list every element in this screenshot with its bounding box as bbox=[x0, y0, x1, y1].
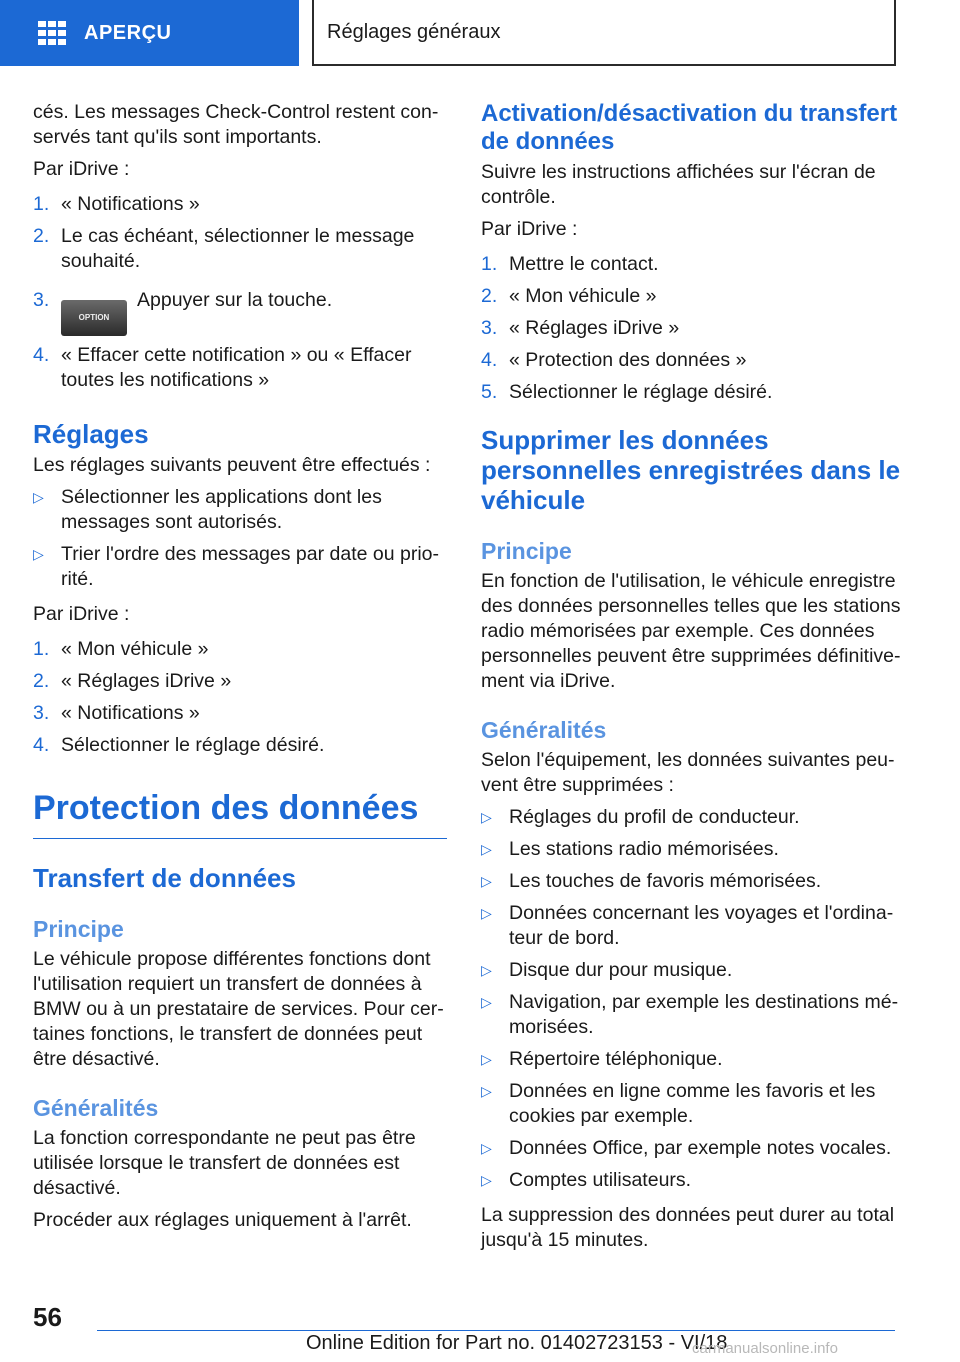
list-item bbox=[33, 485, 447, 535]
page-number: 56 bbox=[33, 1302, 62, 1332]
list-item-text: « Effacer cette notification » ou « Effacer toutes les notifications » bbox=[61, 344, 412, 391]
list-item bbox=[33, 343, 447, 393]
list-number: 1. bbox=[481, 253, 498, 275]
watermark: carmanualsonline.info bbox=[692, 1340, 838, 1357]
list-item bbox=[33, 637, 447, 662]
list-item-text: Disque dur pour musique. bbox=[509, 959, 733, 981]
paragraph: Le véhicule propose différentes fonctions dont l'utilisation requiert un transfert de données à BMW ou à un prestataire de services. Pour certaines fonctions, le transfert de données peut être désactivé. bbox=[33, 948, 444, 1070]
paragraph: cés. Les messages Check-Control restent conservés tant qu'ils sont importants. bbox=[33, 101, 439, 148]
list-item bbox=[481, 284, 901, 309]
list-item bbox=[33, 224, 447, 274]
list-item bbox=[33, 542, 447, 592]
left-column bbox=[33, 100, 447, 1240]
list-item-text: « Mon véhicule » bbox=[61, 638, 209, 660]
paragraph: Par iDrive : bbox=[33, 158, 130, 180]
list-item-text: Comptes utilisateurs. bbox=[509, 1169, 692, 1191]
list-item bbox=[481, 837, 901, 862]
list-item-text: « Réglages iDrive » bbox=[509, 317, 680, 339]
list-item-text: Le cas échéant, sélectionner le message souhaité. bbox=[61, 225, 415, 272]
triangle-bullet-icon: ▷ bbox=[481, 962, 492, 978]
list-item-text: « Notifications » bbox=[61, 702, 200, 724]
list-item-text: Données concernant les voyages et l'ordinateur de bord. bbox=[509, 902, 894, 949]
triangle-bullet-icon: ▷ bbox=[33, 489, 44, 505]
numbered-list bbox=[33, 192, 447, 393]
triangle-bullet-icon: ▷ bbox=[481, 1172, 492, 1188]
list-item-text: Répertoire téléphonique. bbox=[509, 1048, 723, 1070]
triangle-bullet-icon: ▷ bbox=[481, 873, 492, 889]
triangle-bullet-icon: ▷ bbox=[481, 994, 492, 1010]
paragraph: Les réglages suivants peuvent être effectués : bbox=[33, 454, 431, 476]
heading-protection: Protection des données bbox=[33, 789, 419, 827]
option-button-icon: OPTION bbox=[61, 300, 127, 336]
list-item-text: « Réglages iDrive » bbox=[61, 670, 232, 692]
list-item-text: Les touches de favoris mémorisées. bbox=[509, 870, 822, 892]
heading-supprimer: Supprimer les données personnelles enregistrées dans le véhicule bbox=[481, 425, 901, 515]
bullet-list bbox=[481, 805, 901, 1193]
triangle-bullet-icon: ▷ bbox=[481, 1051, 492, 1067]
list-number: 2. bbox=[481, 285, 498, 307]
list-item-text: Données en ligne comme les favoris et les cookies par exemple. bbox=[509, 1080, 876, 1127]
heading-generalites: Généralités bbox=[33, 1095, 159, 1121]
heading-transfert: Transfert de données bbox=[33, 863, 296, 893]
list-number: 1. bbox=[33, 193, 50, 215]
list-item bbox=[481, 901, 901, 951]
list-number: 3. bbox=[481, 317, 498, 339]
list-item bbox=[33, 669, 447, 694]
heading-principe: Principe bbox=[33, 916, 124, 942]
overview-tab-label: APERÇU bbox=[84, 21, 172, 44]
paragraph: En fonction de l'utilisation, le véhicule enregistre des données personnelles telles que les stations radio mémorisées par exemple. Ces données personnelles peuvent être supprimées définitivement via iDrive. bbox=[481, 570, 901, 692]
list-number: 2. bbox=[33, 225, 50, 247]
list-item-text: Trier l'ordre des messages par date ou priorité. bbox=[61, 543, 440, 590]
list-item bbox=[481, 252, 901, 277]
list-item bbox=[481, 1079, 901, 1129]
list-item bbox=[33, 701, 447, 726]
list-item bbox=[481, 1047, 901, 1072]
list-number: 4. bbox=[33, 344, 50, 366]
numbered-list bbox=[481, 252, 901, 405]
list-number: 4. bbox=[481, 349, 498, 371]
paragraph: Par iDrive : bbox=[481, 218, 578, 240]
list-number: 2. bbox=[33, 670, 50, 692]
list-item-text: Mettre le contact. bbox=[509, 253, 659, 275]
paragraph: La suppression des données peut durer au total jusqu'à 15 minutes. bbox=[481, 1204, 895, 1251]
list-item bbox=[481, 869, 901, 894]
list-item bbox=[481, 1168, 901, 1193]
list-item bbox=[481, 348, 901, 373]
triangle-bullet-icon: ▷ bbox=[33, 546, 44, 562]
list-item bbox=[33, 288, 447, 336]
page-header bbox=[0, 0, 960, 66]
list-item-text: Appuyer sur la touche. bbox=[137, 289, 333, 311]
paragraph: Par iDrive : bbox=[33, 603, 130, 625]
paragraph: La fonction correspondante ne peut pas être utilisée lorsque le transfert de données est désactivé. bbox=[33, 1127, 416, 1199]
list-item bbox=[481, 958, 901, 983]
triangle-bullet-icon: ▷ bbox=[481, 1083, 492, 1099]
footer-divider bbox=[97, 1330, 895, 1331]
list-item bbox=[481, 1136, 901, 1161]
list-item bbox=[33, 192, 447, 217]
list-item bbox=[33, 733, 447, 758]
heading-principe: Principe bbox=[481, 538, 572, 564]
list-item-text: « Protection des données » bbox=[509, 349, 747, 371]
numbered-list bbox=[33, 637, 447, 758]
heading-reglages: Réglages bbox=[33, 419, 149, 449]
list-item-text: Sélectionner les applications dont les messages sont autorisés. bbox=[61, 486, 382, 533]
list-number: 1. bbox=[33, 638, 50, 660]
list-item bbox=[481, 805, 901, 830]
list-item-text: Données Office, par exemple notes vocales. bbox=[509, 1137, 892, 1159]
paragraph: Selon l'équipement, les données suivantes peuvent être supprimées : bbox=[481, 749, 895, 796]
list-item-text: Sélectionner le réglage désiré. bbox=[61, 734, 325, 756]
section-tab-label: Réglages généraux bbox=[327, 20, 501, 43]
triangle-bullet-icon: ▷ bbox=[481, 809, 492, 825]
list-number: 3. bbox=[33, 702, 50, 724]
list-item-text: Les stations radio mémorisées. bbox=[509, 838, 779, 860]
heading-activation: Activation/désactivation du transfert de données bbox=[481, 100, 898, 155]
list-item bbox=[481, 380, 901, 405]
list-number: 3. bbox=[33, 289, 50, 311]
triangle-bullet-icon: ▷ bbox=[481, 841, 492, 857]
list-item-text: « Mon véhicule » bbox=[509, 285, 657, 307]
paragraph: Procéder aux réglages uniquement à l'arrêt. bbox=[33, 1209, 412, 1231]
paragraph: Suivre les instructions affichées sur l'écran de contrôle. bbox=[481, 161, 876, 208]
list-item bbox=[481, 990, 901, 1040]
section-tab[interactable] bbox=[312, 0, 896, 66]
list-item bbox=[481, 316, 901, 341]
edition-text: Online Edition for Part no. 01402723153 - VI/18 bbox=[306, 1332, 728, 1354]
overview-tab[interactable] bbox=[0, 0, 299, 66]
list-item-text: Navigation, par exemple les destinations mémorisées. bbox=[509, 991, 899, 1038]
list-item-text: « Notifications » bbox=[61, 193, 200, 215]
list-item-text: Sélectionner le réglage désiré. bbox=[509, 381, 773, 403]
grid-icon bbox=[38, 21, 66, 45]
bullet-list bbox=[33, 485, 447, 592]
list-number: 4. bbox=[33, 734, 50, 756]
heading-divider bbox=[33, 838, 447, 839]
triangle-bullet-icon: ▷ bbox=[481, 1140, 492, 1156]
list-number: 5. bbox=[481, 381, 498, 403]
triangle-bullet-icon: ▷ bbox=[481, 905, 492, 921]
heading-generalites: Généralités bbox=[481, 717, 607, 743]
right-column bbox=[481, 100, 901, 1260]
list-item-text: Réglages du profil de conducteur. bbox=[509, 806, 800, 828]
